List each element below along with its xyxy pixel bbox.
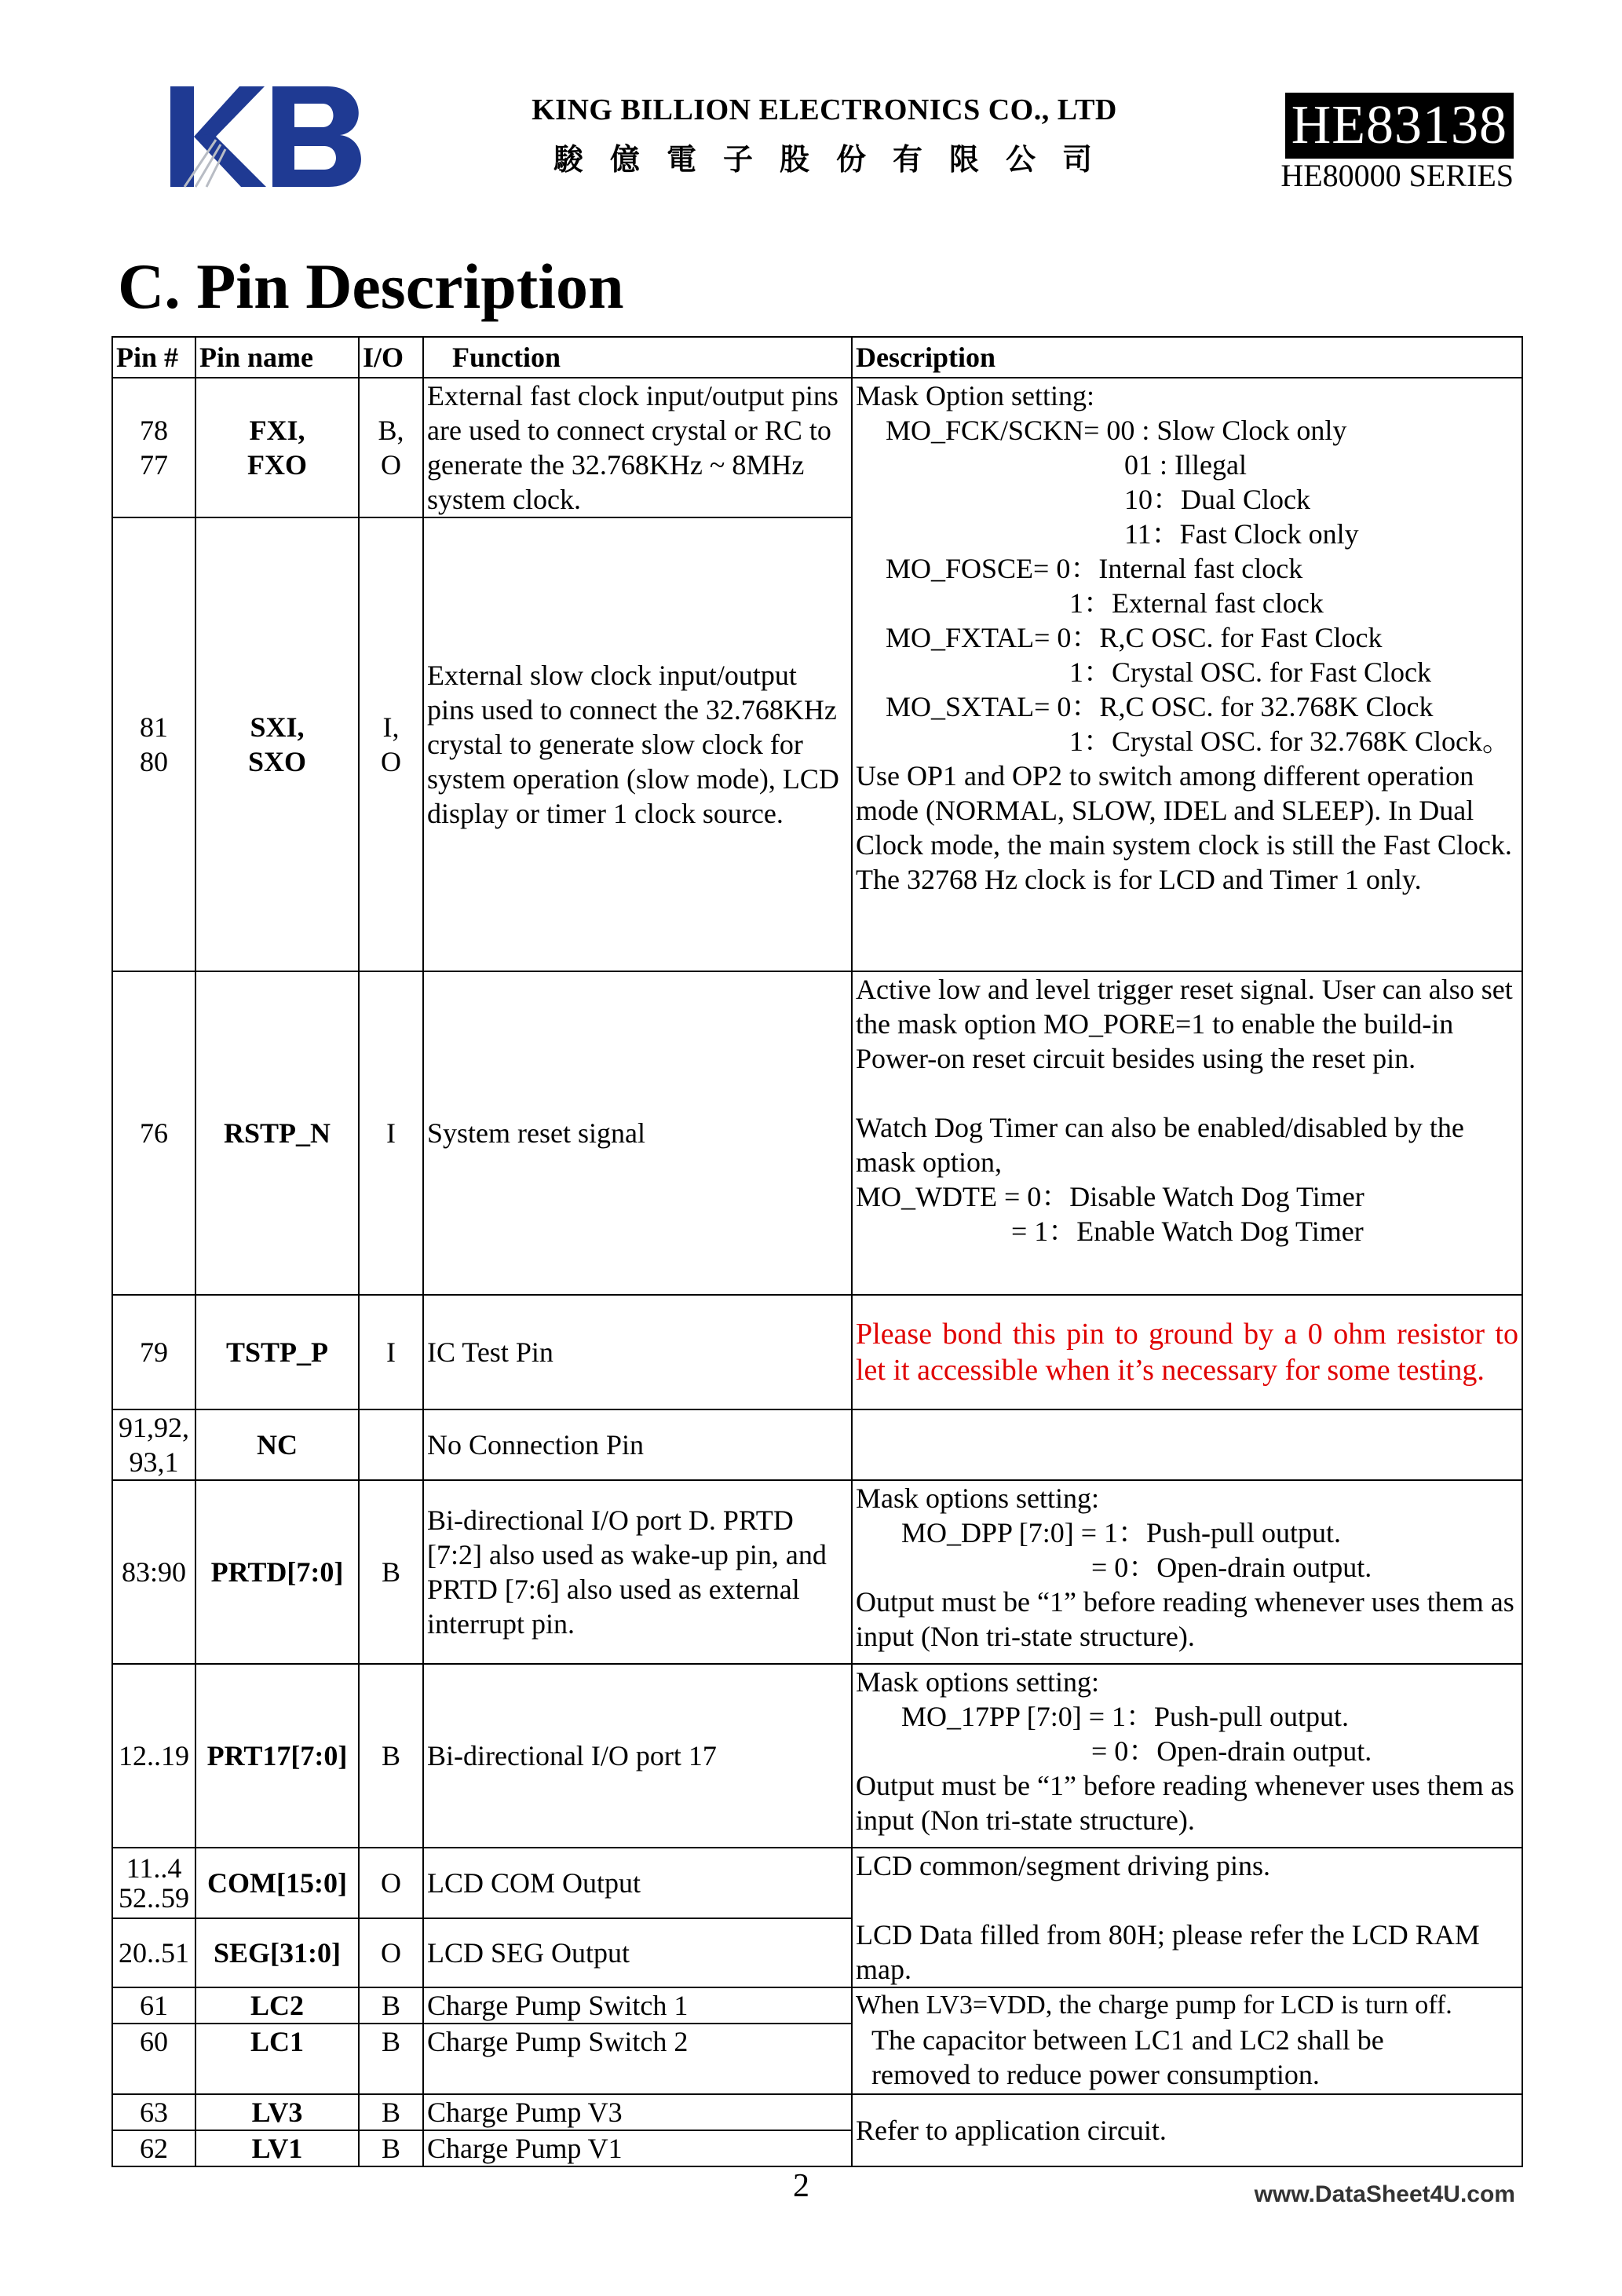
pin-description-table xyxy=(111,336,1523,2167)
io-cell xyxy=(359,517,423,971)
desc-line: 01 : Illegal xyxy=(1124,449,1247,481)
pin-number: 61 xyxy=(112,1987,195,2024)
function-cell: System reset signal xyxy=(423,971,852,1295)
desc-line: MO_17PP [7:0] = 1：Push-pull output. xyxy=(901,1701,1350,1732)
function-cell: Charge Pump Switch 2 xyxy=(423,2024,852,2094)
io-type: O xyxy=(381,449,401,481)
pin-name: SEG[31:0] xyxy=(195,1918,359,1987)
pin-number: 11..4 xyxy=(126,1852,182,1884)
page-number: 2 xyxy=(793,2168,809,2204)
table-row-com xyxy=(112,1848,1522,1918)
desc-line: removed to reduce power consumption. xyxy=(871,2059,1320,2090)
header-pin: Pin # xyxy=(112,337,195,378)
function-cell: No Connection Pin xyxy=(423,1409,852,1480)
table-row-lc2 xyxy=(112,1987,1522,2024)
header-description: Description xyxy=(852,337,1522,378)
logo-graphic xyxy=(170,86,361,187)
io-cell xyxy=(359,378,423,517)
section-title: C. Pin Description xyxy=(118,250,624,322)
desc-paragraph: Output must be “1” before reading whenever uses them as input (Non tri-state structure). xyxy=(856,1770,1514,1836)
pin-number: 52..59 xyxy=(119,1882,189,1914)
pin-name: RSTP_N xyxy=(195,971,359,1295)
desc-line: 1：Crystal OSC. for Fast Clock xyxy=(1069,656,1432,688)
pin-cell xyxy=(112,517,195,971)
pin-number: 83:90 xyxy=(112,1480,195,1664)
pin-number: 76 xyxy=(112,971,195,1295)
io-type: B xyxy=(359,1664,423,1848)
io-type: B xyxy=(359,2130,423,2166)
desc-line: 1：External fast clock xyxy=(1069,587,1324,619)
desc-line: Mask options setting: xyxy=(856,1666,1100,1698)
desc-paragraph: Active low and level trigger reset signal. User can also set the mask option MO_PORE=1 to enable the build-in Power-on reset circuit besides using the reset pin. xyxy=(856,974,1513,1074)
desc-line: When LV3=VDD, the charge pump for LCD is turn off. xyxy=(856,1991,1452,2020)
desc-line: MO_SXTAL= 0：R,C OSC. for 32.768K Clock xyxy=(886,691,1434,722)
pin-name: TSTP_P xyxy=(195,1295,359,1409)
pin-name: SXO xyxy=(247,746,307,777)
description-cell xyxy=(852,1664,1522,1848)
io-type: B xyxy=(359,1987,423,2024)
table-row-prt17 xyxy=(112,1664,1522,1848)
lcd-description-cell xyxy=(852,1848,1522,1987)
pin-number: 79 xyxy=(112,1295,195,1409)
pin-name: FXI, xyxy=(249,415,305,446)
footer-site-link[interactable]: www.DataSheet4U.com xyxy=(1254,2181,1515,2207)
pin-number: 80 xyxy=(140,746,168,777)
desc-line: MO_DPP [7:0] = 1：Push-pull output. xyxy=(901,1517,1342,1548)
desc-paragraph: LCD common/segment driving pins. xyxy=(856,1850,1270,1881)
part-number: HE83138 xyxy=(1285,93,1514,159)
desc-paragraph: LCD Data filled from 80H; please refer the LCD RAM map. xyxy=(856,1919,1480,1985)
pin-name: COM[15:0] xyxy=(195,1848,359,1918)
pin-number: 62 xyxy=(112,2130,195,2166)
desc-line: MO_FOSCE= 0：Internal fast clock xyxy=(886,553,1303,584)
pin-cell xyxy=(112,1409,195,1480)
desc-line: = 0：Open-drain output. xyxy=(1091,1552,1372,1583)
io-type: O xyxy=(381,746,401,777)
pin-number: 93,1 xyxy=(129,1446,179,1478)
name-cell xyxy=(195,378,359,517)
pin-name: LC2 xyxy=(195,1987,359,2024)
company-block xyxy=(502,93,1146,178)
io-type: B xyxy=(359,2094,423,2130)
desc-line: 10：Dual Clock xyxy=(1124,484,1310,515)
io-type xyxy=(359,1409,423,1480)
desc-line: 11：Fast Clock only xyxy=(1124,518,1359,550)
desc-spacer xyxy=(856,1883,1518,1918)
company-name-cn: 駿億電子股份有限公司 xyxy=(553,144,1119,177)
lv-description-cell: Refer to application circuit. xyxy=(852,2094,1522,2166)
description-cell xyxy=(852,1409,1522,1480)
description-cell xyxy=(852,1480,1522,1664)
function-cell: Bi-directional I/O port D. PRTD [7:2] also used as wake-up pin, and PRTD [7:6] also used as external interrupt pin. xyxy=(423,1480,852,1664)
io-type: B xyxy=(359,1480,423,1664)
pin-number: 77 xyxy=(140,449,168,481)
name-cell xyxy=(195,517,359,971)
function-cell: Bi-directional I/O port 17 xyxy=(423,1664,852,1848)
pin-number: 63 xyxy=(112,2094,195,2130)
io-type: B xyxy=(359,2024,423,2094)
desc-line: MO_FXTAL= 0：R,C OSC. for Fast Clock xyxy=(886,622,1383,653)
pin-cell xyxy=(112,378,195,517)
desc-line: 1：Crystal OSC. for 32.768K Clock。 xyxy=(1069,726,1511,757)
io-type: B, xyxy=(378,415,404,446)
test-pin-warning: Please bond this pin to ground by a 0 ohm resistor to let it accessible when it’s necessary for some testing. xyxy=(852,1295,1522,1409)
series-label: HE80000 SERIES xyxy=(1280,158,1514,193)
pin-name: LV1 xyxy=(195,2130,359,2166)
function-cell: External fast clock input/output pins are used to connect crystal or RC to generate the 32.768KHz ~ 8MHz system clock. xyxy=(423,378,852,517)
function-cell: External slow clock input/output pins used to connect the 32.768KHz crystal to generate slow clock for system operation (slow mode), LCD display or timer 1 clock source. xyxy=(423,517,852,971)
io-type: O xyxy=(359,1918,423,1987)
desc-spacer xyxy=(856,1076,1518,1110)
pin-cell xyxy=(112,1848,195,1918)
clock-description-cell xyxy=(852,378,1522,971)
desc-line: Mask Option setting: xyxy=(856,380,1094,411)
io-type: I xyxy=(359,1295,423,1409)
pin-name: PRT17[7:0] xyxy=(195,1664,359,1848)
table-row-fxi xyxy=(112,378,1522,517)
pin-name: PRTD[7:0] xyxy=(195,1480,359,1664)
function-cell: Charge Pump V3 xyxy=(423,2094,852,2130)
table-row-prtd xyxy=(112,1480,1522,1664)
function-cell: IC Test Pin xyxy=(423,1295,852,1409)
header-name: Pin name xyxy=(195,337,359,378)
company-logo xyxy=(161,82,373,192)
desc-paragraph: Watch Dog Timer can also be enabled/disabled by the mask option, xyxy=(856,1112,1464,1178)
pin-number: 12..19 xyxy=(112,1664,195,1848)
function-cell: Charge Pump Switch 1 xyxy=(423,1987,852,2024)
table-header-row xyxy=(112,337,1522,378)
desc-line: MO_FCK/SCKN= 00 : Slow Clock only xyxy=(886,415,1347,446)
pin-number: 81 xyxy=(140,711,168,743)
desc-line: = 0：Open-drain output. xyxy=(1091,1735,1372,1767)
company-name-en: KING BILLION ELECTRONICS CO., LTD xyxy=(532,93,1117,126)
pin-name: NC xyxy=(195,1409,359,1480)
pin-name: LC1 xyxy=(195,2024,359,2094)
pin-name: FXO xyxy=(247,449,307,481)
io-type: I xyxy=(359,971,423,1295)
charge-pump-description-cell xyxy=(852,1987,1522,2094)
function-cell: LCD COM Output xyxy=(423,1848,852,1918)
description-cell xyxy=(852,971,1522,1295)
pin-number: 78 xyxy=(140,415,168,446)
table-row-rstp xyxy=(112,971,1522,1295)
io-type: O xyxy=(359,1848,423,1918)
table-row-nc xyxy=(112,1409,1522,1480)
pin-name: SXI, xyxy=(250,711,305,743)
pin-number: 20..51 xyxy=(112,1918,195,1987)
desc-paragraph: Use OP1 and OP2 to switch among different operation mode (NORMAL, SLOW, IDEL and SLEEP). In Dual Clock mode, the main system clock is still the Fast Clock. The 32768 Hz clock is for LCD and Timer 1 only. xyxy=(856,760,1512,895)
pin-number: 91,92, xyxy=(119,1412,189,1443)
table-row-lv3 xyxy=(112,2094,1522,2130)
desc-line: The capacitor between LC1 and LC2 shall be xyxy=(871,2024,1384,2056)
desc-line: = 1：Enable Watch Dog Timer xyxy=(1011,1216,1364,1247)
desc-line: MO_WDTE = 0：Disable Watch Dog Timer xyxy=(856,1181,1364,1212)
function-cell: LCD SEG Output xyxy=(423,1918,852,1987)
desc-paragraph: Output must be “1” before reading whenever uses them as input (Non tri-state structure). xyxy=(856,1586,1514,1652)
desc-line: Mask options setting: xyxy=(856,1483,1100,1514)
table-row-tstp xyxy=(112,1295,1522,1409)
header-io: I/O xyxy=(359,337,423,378)
pin-name: LV3 xyxy=(195,2094,359,2130)
io-type: I, xyxy=(382,711,400,743)
function-cell: Charge Pump V1 xyxy=(423,2130,852,2166)
header-function: Function xyxy=(423,337,852,378)
pin-number: 60 xyxy=(112,2024,195,2094)
